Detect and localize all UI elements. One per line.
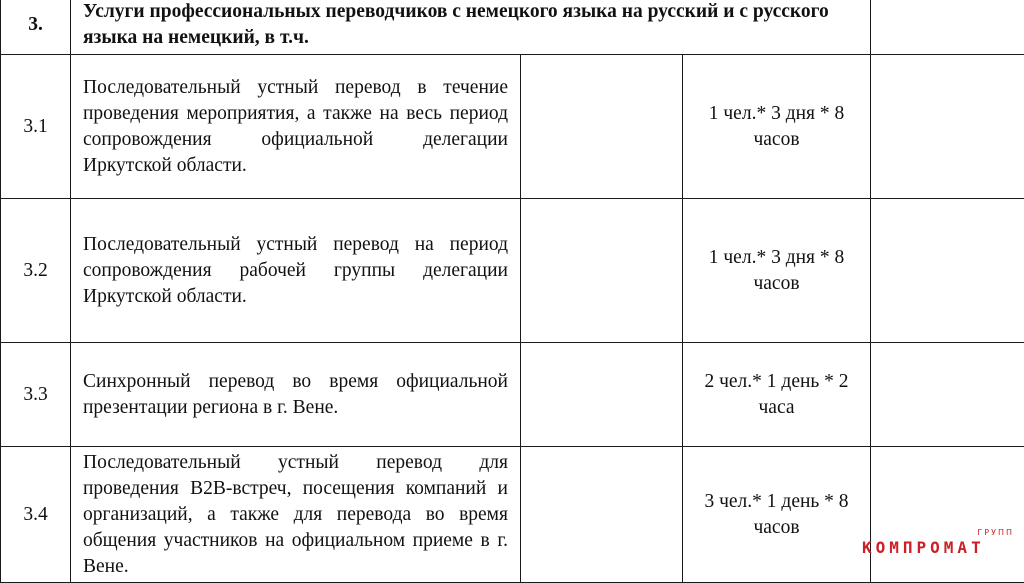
row-description-text: Последовательный устный перевод в течение проведения мероприятия, а также на весь период сопровождения официальной делегации Иркутской области. — [83, 75, 508, 179]
header-empty-cell — [871, 0, 1024, 55]
watermark-logo — [858, 524, 1024, 574]
row-trailing-cell — [871, 55, 1024, 199]
row-quantity — [683, 343, 871, 447]
row-quantity — [683, 199, 871, 343]
row-number: 3.1 — [1, 55, 71, 199]
row-description — [71, 55, 521, 199]
row-trailing-cell — [871, 199, 1024, 343]
row-number: 3.2 — [1, 199, 71, 343]
watermark-main-text: КОМПРОМАТ — [862, 538, 985, 557]
row-quantity-text: 1 чел.* 3 дня * 8 часов — [691, 245, 863, 297]
row-quantity-text: 3 чел.* 1 день * 8 часов — [691, 489, 863, 541]
row-quantity — [683, 447, 871, 583]
row-empty-cell — [521, 447, 683, 583]
row-description — [71, 199, 521, 343]
row-description-text: Последовательный устный перевод для проведения B2B-встреч, посещения компаний и организаций, а также для перевода во время общения участников на официальном приеме в г. Вене. — [83, 450, 508, 580]
table-row — [1, 199, 1024, 343]
row-trailing-cell — [871, 343, 1024, 447]
row-empty-cell — [521, 343, 683, 447]
row-number: 3.4 — [1, 447, 71, 583]
row-quantity-text: 2 чел.* 1 день * 2 часа — [691, 369, 863, 421]
row-quantity-text: 1 чел.* 3 дня * 8 часов — [691, 101, 863, 153]
row-description — [71, 343, 521, 447]
section-header-row — [1, 0, 1024, 55]
table-row — [1, 343, 1024, 447]
row-number: 3.3 — [1, 343, 71, 447]
section-number: 3. — [1, 0, 71, 55]
row-description-text: Последовательный устный перевод на период сопровождения рабочей группы делегации Иркутской области. — [83, 232, 508, 310]
watermark-small-text: ГРУПП — [977, 528, 1014, 537]
section-title: Услуги профессиональных переводчиков с немецкого языка на русский и с русского языка на немецкий, в т.ч. — [71, 0, 871, 55]
row-empty-cell — [521, 55, 683, 199]
row-quantity — [683, 55, 871, 199]
table-row — [1, 55, 1024, 199]
row-empty-cell — [521, 199, 683, 343]
row-description-text: Синхронный перевод во время официальной презентации региона в г. Вене. — [83, 369, 508, 421]
row-description — [71, 447, 521, 583]
